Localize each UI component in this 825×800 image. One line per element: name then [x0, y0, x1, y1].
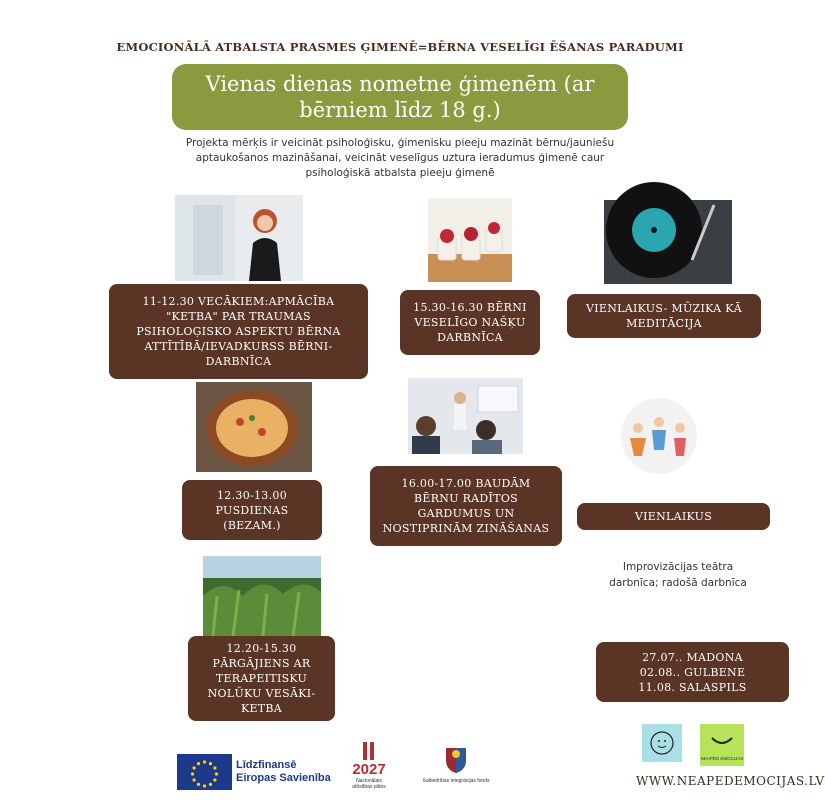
hike-photo [203, 556, 321, 636]
coat-of-arms-icon [443, 744, 469, 774]
partner-text: NEAPĒD EMOCIJAS [700, 756, 744, 761]
date-gulbene: 02.08.. GULBENE [639, 665, 746, 679]
presenter-photo [175, 195, 303, 281]
music-meditation-box: VIENLAIKUS- MŪZIKA KĀ MEDITĀCIJA [567, 294, 761, 338]
project-description: Projekta mērķis ir veicināt psiholoģisku, ģimenisku pieeju mazināt bērnu/jauniešu aptaukošanos mazināšanai, veicināt veselīgus uztura ieradumus ģimenē caur psiholoģiskā atbalsta pieeju ģimenē [185, 137, 615, 179]
plan-text: Nacionālais attīstības plāns [352, 778, 386, 790]
eu-cofunding-text [236, 759, 331, 785]
lunch-photo [196, 382, 312, 472]
vinyl-photo [604, 200, 732, 284]
date-madona: 27.07.. MADONA [642, 650, 743, 664]
kids-illustration [616, 398, 702, 476]
presentation-photo [408, 378, 523, 454]
lunch-box: 12.30-13.00 PUSDIENAS (BEZAM.) [182, 480, 322, 540]
campaign-title: EMOCIONĀLĀ ATBALSTA PRASMES ĢIMENĒ=BĒRNA VESELĪGI ĒŠANAS PARADUMI [116, 40, 684, 54]
partner-logo-teal [642, 724, 682, 762]
hike-box-text: 12.20-15.30 PĀRGĀJIENS AR TERAPEITISKU NOLŪKU VESĀKI-KETBA [207, 642, 316, 715]
plan-year: 2027 [352, 761, 386, 778]
eu-line1: Līdzfinansē [236, 759, 297, 771]
website-link[interactable]: WWW.NEAPEDEMOCIJAS.LV [636, 774, 825, 788]
dates-box [596, 642, 789, 702]
snacks-photo [428, 198, 512, 282]
eu-line2: Eiropas Savienība [236, 772, 331, 784]
simultaneous-box: VIENLAIKUS [577, 503, 770, 530]
fund-text: Sabiedrības integrācijas fonds [422, 778, 490, 784]
fund-logo [414, 744, 498, 790]
national-plan-logo [346, 742, 392, 794]
date-salaspils: 11.08. SALASPILS [638, 680, 747, 694]
theatre-note: Improvizācijas teātra darbnīca; radošā darbnīca [609, 561, 747, 589]
tasting-box: 16.00-17.00 BAUDĀM BĒRNU RADĪTOS GARDUMUS UN NOSTIPRINĀM ZINĀŠANAS [370, 466, 562, 546]
hike-box [188, 636, 335, 721]
training-session-box: 11-12.30 VECĀKIEM:APMĀCĪBA "KETBA" PAR TRAUMAS PSIHOLOĢISKO ASPEKTU BĒRNA ATTĪTĪBĀ/IEVADKURSS BĒRNI- DARBNĪCA [109, 284, 368, 379]
partner-logo-lime [700, 724, 744, 766]
eu-logo [177, 754, 232, 790]
smile-icon [700, 724, 744, 752]
snack-workshop-box: 15.30-16.30 BĒRNI VESELĪGO NAŠĶU DARBNĪCA [400, 290, 540, 355]
page-title-banner: Vienas dienas nometne ģimenēm (ar bērniem līdz 18 g.) [172, 64, 628, 130]
